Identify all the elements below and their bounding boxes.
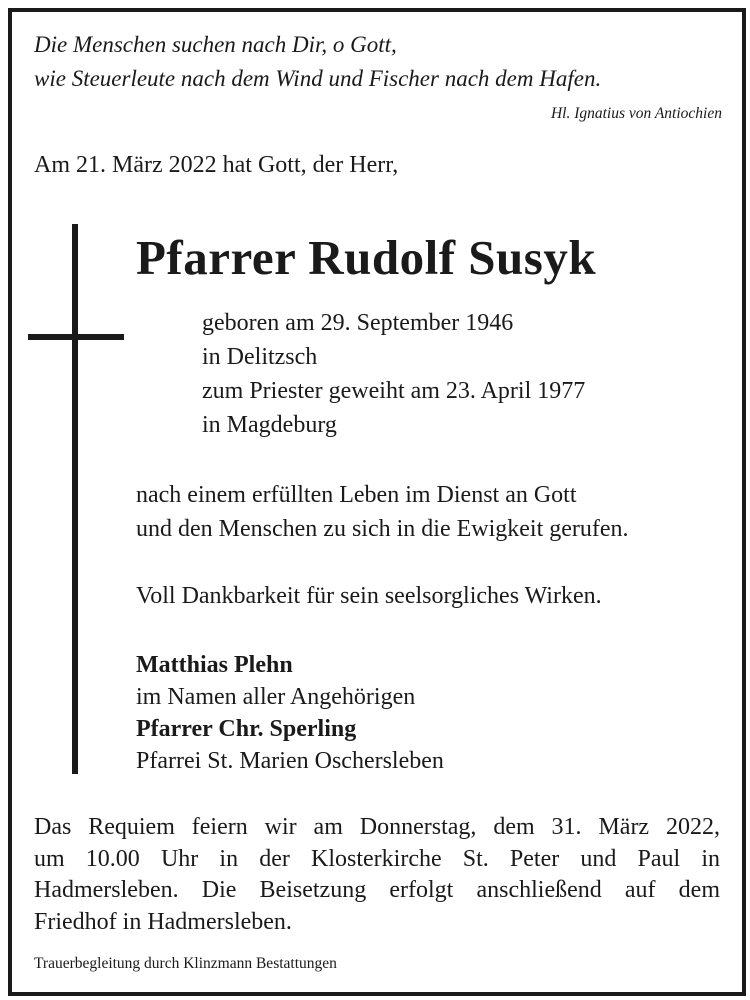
signatory-name: Pfarrer Chr. Sperling [136, 716, 357, 742]
requiem-line: Das Requiem feiern wir am Donnerstag, dem 31. März 2022, [34, 814, 720, 840]
message-line-2: und den Menschen zu sich in die Ewigkeit gerufen. [136, 516, 629, 542]
signatory-role: Pfarrei St. Marien Oschersleben [136, 748, 444, 774]
requiem-line: um 10.00 Uhr in der Klosterkirche St. Peter und Paul in [34, 845, 720, 872]
obituary-notice [8, 8, 746, 996]
cross-icon-vertical [72, 224, 78, 774]
intro-text: Am 21. März 2022 hat Gott, der Herr, [34, 152, 399, 178]
ordination-place: in Magdeburg [202, 412, 337, 438]
deceased-name: Pfarrer Rudolf Susyk [136, 230, 597, 285]
quote-line-1: Die Menschen suchen nach Dir, o Gott, [34, 32, 397, 57]
signatory-name: Matthias Plehn [136, 652, 293, 678]
message-line-1: nach einem erfüllten Leben im Dienst an Gott [136, 482, 577, 508]
cross-icon-horizontal [28, 334, 124, 340]
gratitude-text: Voll Dankbarkeit für sein seelsorgliches Wirken. [136, 583, 602, 609]
funeral-home-note: Trauerbegleitung durch Klinzmann Bestattungen [34, 955, 337, 972]
quote-author: Hl. Ignatius von Antiochien [550, 105, 722, 122]
signatory-role: im Namen aller Angehörigen [136, 684, 416, 710]
ordination-date: zum Priester geweiht am 23. April 1977 [202, 378, 586, 404]
requiem-line: Friedhof in Hadmersleben. [34, 908, 292, 935]
birth-place: in Delitzsch [202, 344, 318, 370]
requiem-line: Hadmersleben. Die Beisetzung erfolgt anschließend auf dem [34, 877, 720, 903]
requiem-paragraph [34, 812, 720, 938]
birth-date: geboren am 29. September 1946 [202, 310, 514, 336]
quote-line-2: wie Steuerleute nach dem Wind und Fischer nach dem Hafen. [34, 66, 602, 91]
